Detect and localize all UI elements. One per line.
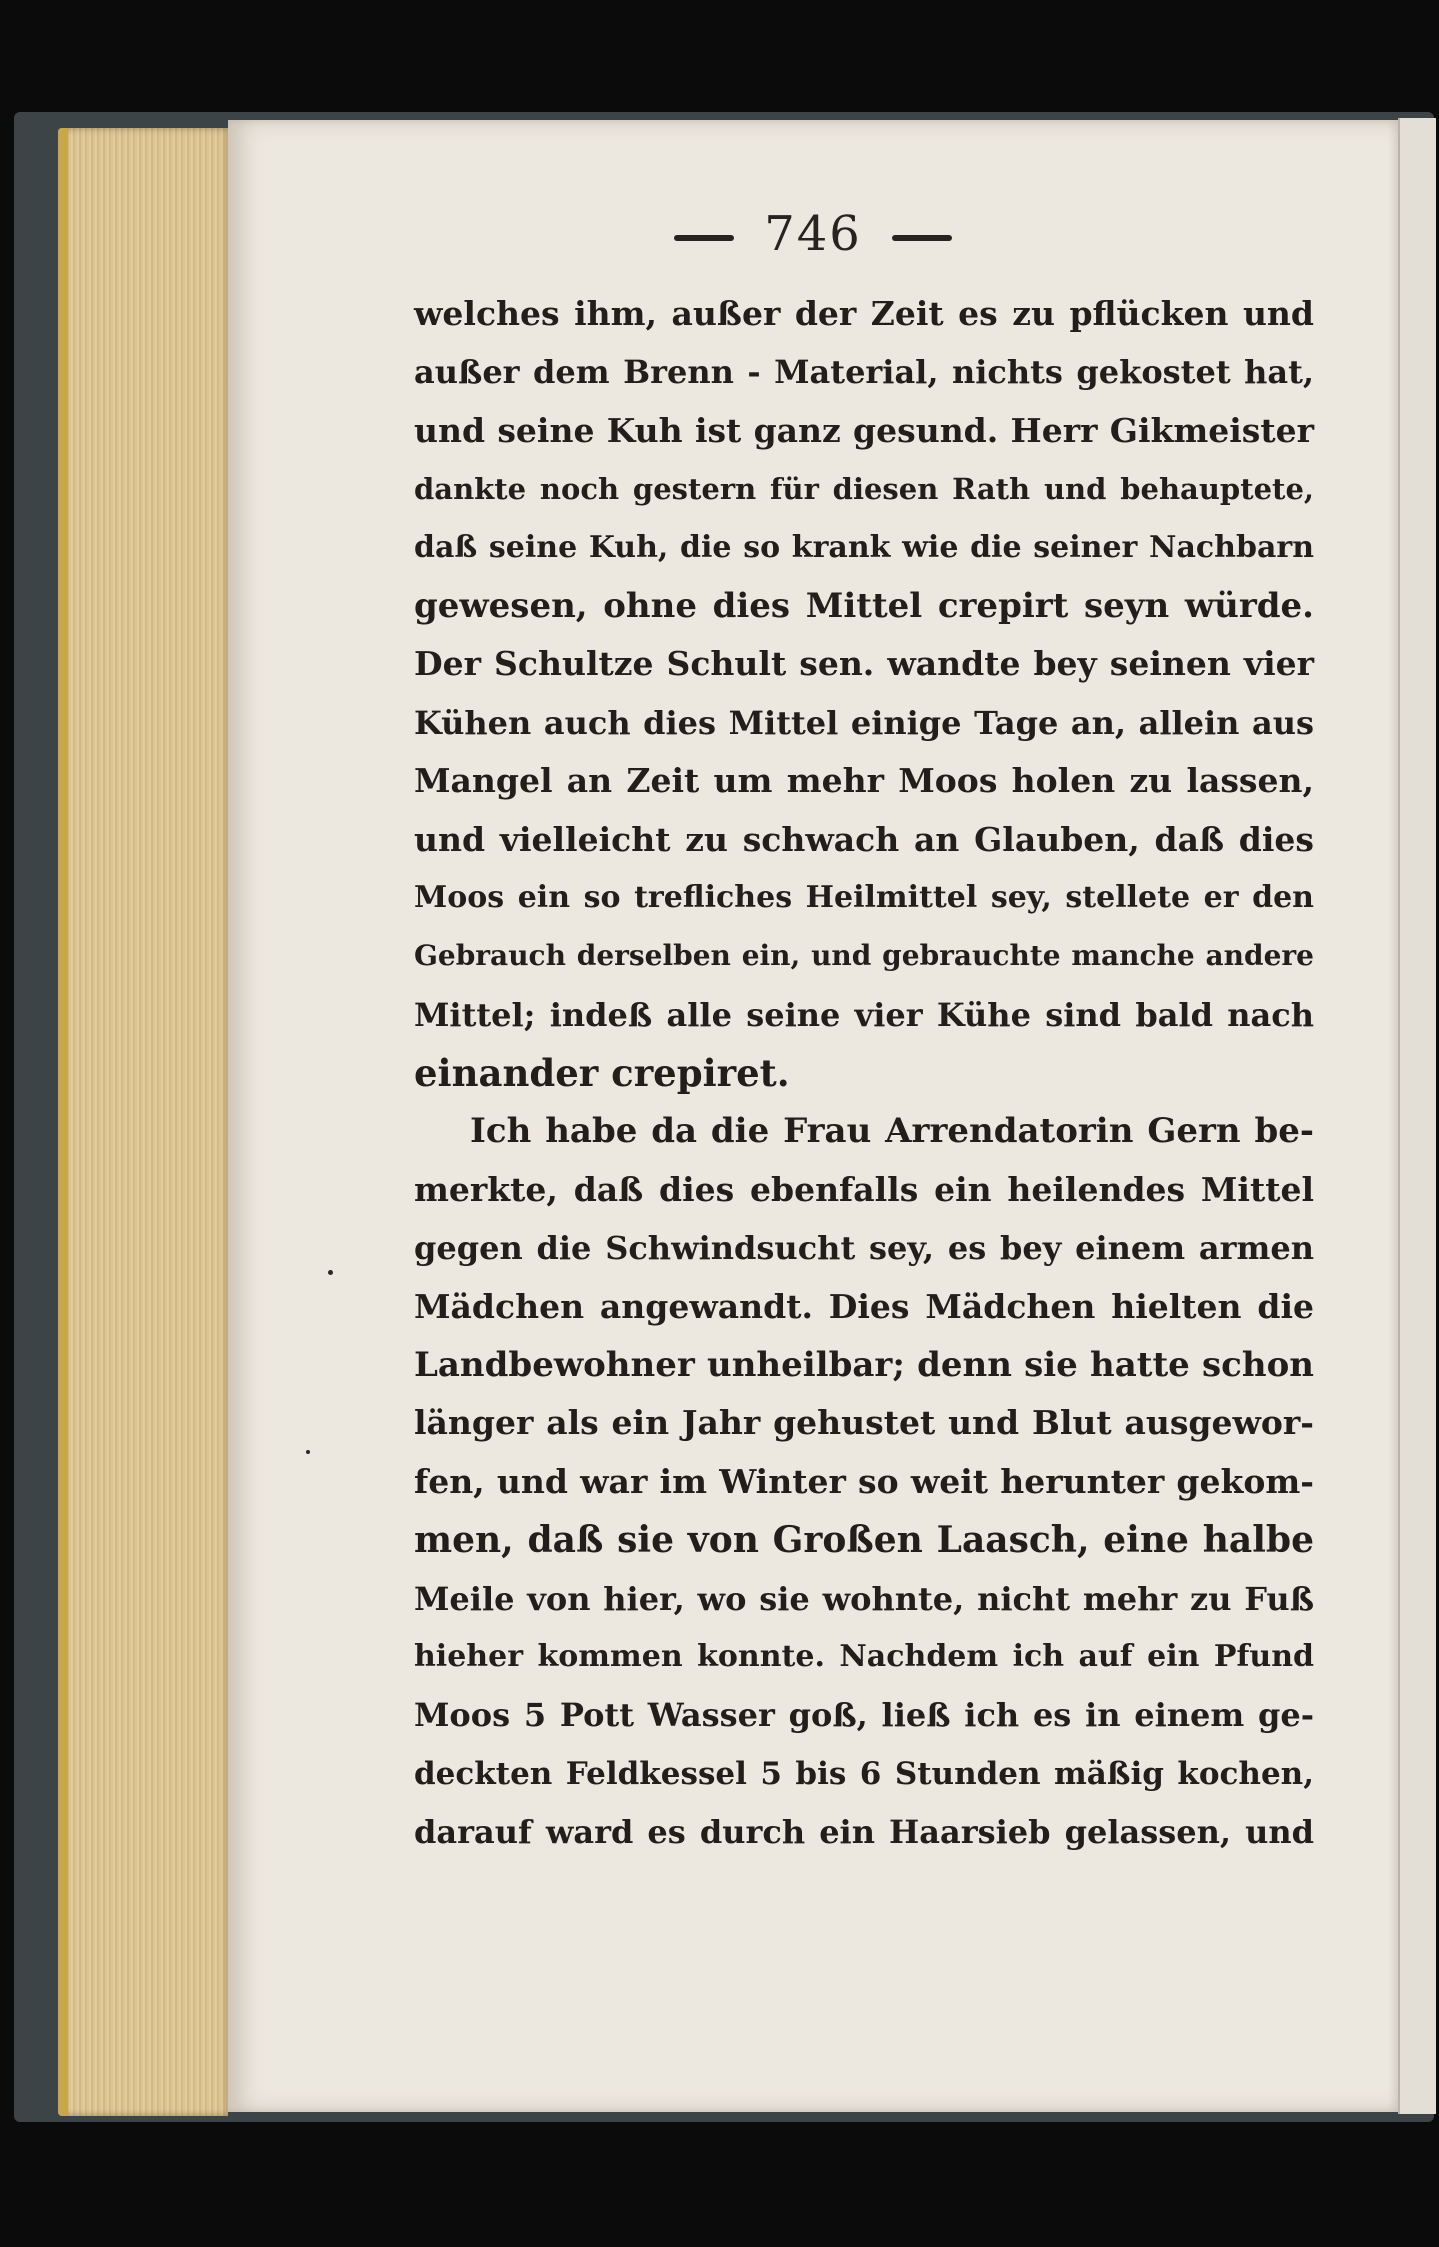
text-line: Landbewohner unheilbar; denn sie hatte schon (414, 1345, 1314, 1386)
text-line: deckten Feldkessel 5 bis 6 Stunden mäßig kochen, (414, 1755, 1314, 1792)
page-header (228, 206, 1398, 262)
text-line: Gebrauch derselben ein, und gebrauchte manche andere (414, 939, 1314, 973)
text-line: men, daß sie von Großen Laasch, eine halbe (414, 1519, 1314, 1562)
text-line: fen, und war im Winter so weit herunter gekom- (414, 1461, 1314, 1501)
text-line: außer dem Brenn - Material, nichts gekostet hat, (414, 353, 1314, 392)
text-line: gewesen, ohne dies Mittel crepirt seyn würde. (414, 585, 1314, 626)
text-line: länger als ein Jahr gehustet und Blut ausgewor- (414, 1403, 1314, 1443)
text-line: Mädchen angewandt. Dies Mädchen hielten die (414, 1286, 1314, 1326)
header-dash-right (892, 235, 952, 241)
text-line: einander crepiret. (414, 1051, 790, 1096)
text-line: Der Schultze Schult sen. wandte bey seinen vier (414, 644, 1314, 684)
header-dash-left (674, 235, 734, 241)
text-line: welches ihm, außer der Zeit es zu pflücken und (414, 294, 1314, 333)
text-line: Ich habe da die Frau Arrendatorin Gern be- (470, 1111, 1314, 1152)
text-line: und vielleicht zu schwach an Glauben, daß dies (414, 819, 1314, 859)
paper-speck (328, 1270, 333, 1275)
text-line: gegen die Schwindsucht sey, es bey einem armen (414, 1229, 1314, 1268)
text-line: Meile von hier, wo sie wohnte, nicht mehr zu Fuß (414, 1579, 1314, 1618)
text-line: merkte, daß dies ebenfalls ein heilendes Mittel (414, 1169, 1314, 1209)
text-line: Mangel an Zeit um mehr Moos holen zu lassen, (414, 761, 1314, 801)
text-line: Moos 5 Pott Wasser goß, ließ ich es in einem ge- (414, 1696, 1314, 1735)
book-page (228, 120, 1398, 2112)
next-page-edge (1398, 118, 1436, 2114)
text-line: hieher kommen konnte. Nachdem ich auf ein Pfund (414, 1638, 1314, 1674)
page-edges (58, 128, 228, 2116)
text-line: Kühen auch dies Mittel einige Tage an, allein aus (414, 703, 1314, 742)
text-line: und seine Kuh ist ganz gesund. Herr Gikmeister (414, 410, 1314, 450)
text-line: dankte noch gestern für diesen Rath und behauptete, (414, 472, 1314, 507)
text-line: Moos ein so trefliches Heilmittel sey, stellete er den (414, 879, 1314, 915)
text-line: daß seine Kuh, die so krank wie die seiner Nachbarn (414, 529, 1314, 565)
page-body (414, 285, 1314, 1862)
paper-speck (306, 1450, 310, 1454)
text-line: darauf ward es durch ein Haarsieb gelassen, und (414, 1813, 1314, 1852)
text-line: Mittel; indeß alle seine vier Kühe sind bald nach (414, 995, 1314, 1034)
page-number: 746 (764, 206, 862, 262)
